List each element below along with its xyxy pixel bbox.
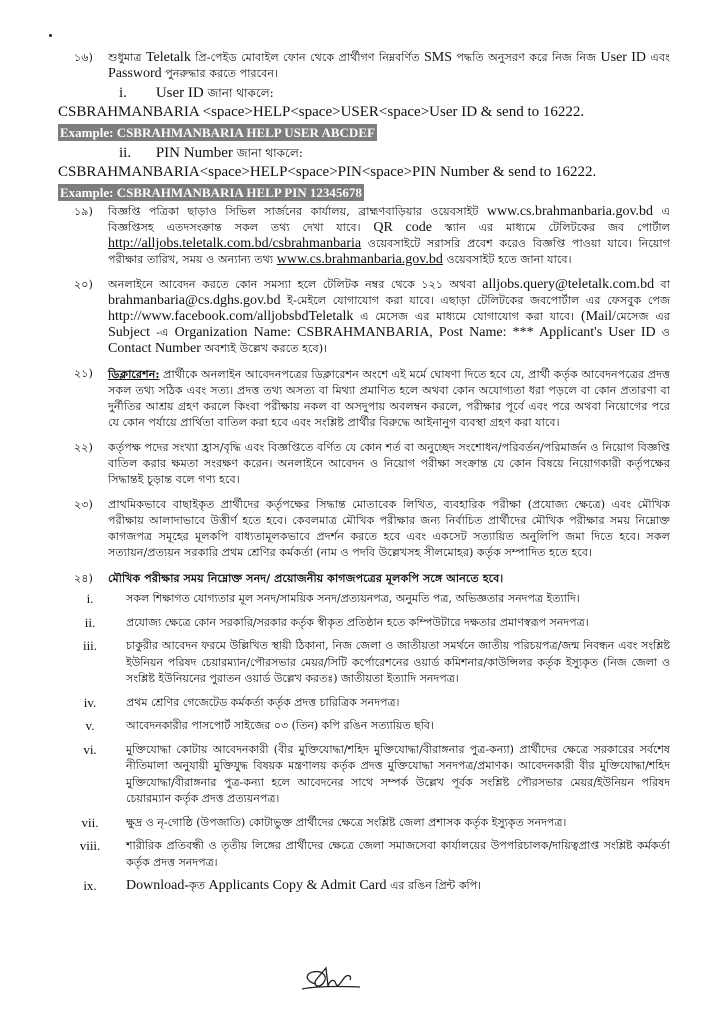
sms-command-user-id: CSBRAHMANBARIA <space>HELP<space>USER<space>User ID & send to 16222. <box>58 104 585 120</box>
list-item: iv. প্রথম শ্রেণির গেজেটেড কর্মকর্তা কর্তৃক প্রদত্ত চারিত্রিক সনদপত্র। <box>83 694 400 710</box>
item-number: ২০) <box>74 278 93 291</box>
item-16: ১৬) শুধুমাত্র Teletalk প্রি-পেইড মোবাইল ফোন থেকে প্রার্থীগণ নিম্নবর্ণিত SMS পদ্ধতি অনুসরণ করে নিজ নিজ User ID এবং Password পুনরুদ্ধার করতে পারবেন। <box>74 50 670 81</box>
item-21: ২১) ডিক্লারেশন: প্রার্থীকে অনলাইন আবেদনপত্রের ডিক্লারেশন অংশে এই মর্মে ঘোষণা দিতে হবে যে, প্রার্থী কর্তৃক আবেদনপত্রের প্রদত্ত সকল তথ্য সঠিক এবং সত্য। প্রদত্ত তথ্য অসত্য বা মিথ্যা প্রমাণিত হলে অথবা কোন অযোগ্যতা ধরা পড়লে বা কোন প্রতারণা বা দুর্নীতির আশ্রয় গ্রহণ করলে কিংবা পরীক্ষায় নকল বা অসদুপায় অবলম্বন করলে, পরীক্ষার পূর্বে এবং পরে অথবা নিয়োগের পরে যে কোন পর্যায়ে প্রার্থিতা বাতিল করা হবে এবং সংশ্লিষ্ট প্রার্থীর বিরুদ্ধে আইনানুগ ব্যবস্থা গ্রহণ করা যাবে। <box>74 367 671 429</box>
facebook-link[interactable]: http://www.facebook.com/alljobsbdTeletalk <box>108 309 354 324</box>
item-number: ২৩) <box>74 498 93 511</box>
list-item: viii. শারীরিক প্রতিবন্ধী ও তৃতীয় লিঙ্গের প্রার্থীদের ক্ষেত্রে জেলা সমাজসেবা কার্যালয়ের উপপরিচালক/দায়িত্বপ্রাপ্ত সংশ্লিষ্ট কর্মকর্তা কর্তৃক প্রদত্ত সনদপত্র। <box>79 838 670 869</box>
list-item: vii. ক্ষুদ্র ও নৃ-গোষ্ঠি (উপজাতি) কোটাভুক্ত প্রার্থীদের ক্ষেত্রে সংশ্লিষ্ট জেলা প্রশাসক কর্তৃক ইস্যুকৃত সনদপত্র। <box>81 814 567 830</box>
list-item: ii. প্রযোজ্য ক্ষেত্রে কোন সরকারি/সরকার কর্তৃক স্বীকৃত প্রতিষ্ঠান হতে কম্পিউটারে দক্ষতার প্রমাণস্বরূপ সনদপত্র। <box>84 614 589 630</box>
sms-command-pin: CSBRAHMANBARIA<space>HELP<space>PIN<space>PIN Number & send to 16222. <box>58 164 597 180</box>
document-page <box>58 50 670 902</box>
example-user-id: Example: CSBRAHMANBARIA HELP USER ABCDEF <box>60 125 375 140</box>
list-item: iii. চাকুরীর আবেদন ফরমে উল্লিখিত স্থায়ী ঠিকানা, নিজ জেলা ও জাতীয়তা সমর্থনে জাতীয় পরিচয়পত্র/জন্ম নিবন্ধন এবং সংশ্লিষ্ট ইউনিয়ন পরিষদ চেয়ারম্যান/পৌরসভার মেয়র/সিটি কর্পোরেশনের ওয়ার্ড কমিশনার/কাউন্সিলর কর্তৃক ইস্যুকৃত (নিজ জেলা ও সংশ্লিষ্ট ইউনিয়নের পুরাতন ওয়ার্ড উল্লেখ করতঃ) জাতীয়তা ইত্যাদি সনদপত্র। <box>82 638 670 685</box>
website-link[interactable]: www.cs.brahmanbaria.gov.bd <box>276 252 443 267</box>
example-pin: Example: CSBRAHMANBARIA HELP PIN 12345678 <box>60 185 362 200</box>
item-23: ২৩) প্রাথমিকভাবে বাছাইকৃত প্রার্থীদের কর্তৃপক্ষের সিদ্ধান্ত মোতাবেক লিখিত, ব্যবহারিক পরীক্ষা (প্রযোজ্য ক্ষেত্রে) এবং মৌখিক পরীক্ষায় আলাদাভাবে উত্তীর্ণ হতে হবে। কেবলমাত্র মৌখিক পরীক্ষার জন্য নির্বাচিত প্রার্থীদের মৌখিক পরীক্ষার সময় নিম্নোক্ত কাগজপত্র সমূহের মূলকপি বাধ্যতামূলকভাবে প্রদর্শন করতে হবে এবং একসেট সত্যায়িত অনুলিপি জমা দিতে হবে। সকল সত্যায়ন/প্রত্যয়ন সরকারি প্রথম শ্রেণির কর্মকর্তা (নাম ও পদবি উল্লেখসহ সীলমোহর) কর্তৃক সম্পাদিত হতে হবে। <box>74 498 670 559</box>
website-link[interactable]: www.cs.brahmanbaria.gov.bd <box>486 204 654 219</box>
item-24-heading: ২৪) মৌখিক পরীক্ষার সময় নিম্নোক্ত সনদ/ প্রয়োজনীয় কাগজপত্রের মূলকপি সঙ্গে আনতে হবে। <box>74 571 504 585</box>
document-list <box>58 591 670 895</box>
item-number: ২২) <box>74 441 93 454</box>
list-item: i. সকল শিক্ষাগত যোগ্যতার মূল সনদ/সাময়িক সনদ/প্রত্যয়নপত্র, অনুমতি পত্র, অভিজ্ঞতার সনদপত্র ইত্যাদি। <box>86 591 580 606</box>
job-portal-link[interactable]: http://alljobs.teletalk.com.bd/csbrahmanbaria <box>108 236 362 251</box>
item-20: ২০) অনলাইনে আবেদন করতে কোন সমস্যা হলে টেলিটক নম্বর থেকে ১২১ অথবা alljobs.query@teletalk.com.bd বা brahmanbaria@cs.dghs.gov.bd ই-মেইলে যোগাযোগ করা যাবে। এছাড়া টেলিটকের জবপোর্টাল এর ফেসবুক পেজ http://www.facebook.com/alljobsbdTeletalk এ মেসেজ এর মাধ্যমে যোগাযোগ করা যাবে। (Mail/মেসেজ এর Subject -এ Organization Name: CSBRAHMANBARIA, Post Name: *** Applicant's User ID ও Contact Number অবশ্যই উল্লেখ করতে হবে)। <box>74 277 671 356</box>
email-link[interactable]: brahmanbaria@cs.dghs.gov.bd <box>108 293 281 308</box>
list-item: vi. মুক্তিযোদ্ধা কোটায় আবেদনকারী (বীর মুক্তিযোদ্ধা/শহিদ মুক্তিযোদ্ধা/বীরাঙ্গনার পুত্র-কন্যা) প্রার্থীদের ক্ষেত্রে সরকারের সর্বশেষ নীতিমালা অনুযায়ী মুক্তিযুদ্ধ বিষয়ক মন্ত্রণালয় কর্তৃক প্রদত্ত মুক্তিযোদ্ধা সনদপত্র/প্রমাণক। আবেদনকারী বীর মুক্তিযোদ্ধা/শহিদ মুক্তিযোদ্ধা/বীরাঙ্গনার পুত্র-কন্যা হলে আবেদনের সাথে সম্পর্ক উল্লেখ পূর্বক সংশ্লিষ্ট পৌরসভার মেয়র/ইউনিয়ন পরিষদ চেয়ারম্যান কর্তৃক প্রদত্ত প্রত্যয়নপত্র। <box>83 741 670 805</box>
item-number: ২৪) <box>74 572 93 585</box>
item-22: ২২) কর্তৃপক্ষ পদের সংখ্যা হ্রাস/বৃদ্ধি এবং বিজ্ঞপ্তিতে বর্ণিত যে কোন শর্ত বা অনুচ্ছেদ সংশোধন/পরিবর্তন/পরিমার্জন ও নিয়োগ বিজ্ঞপ্তি বাতিল করার ক্ষমতা সংরক্ষণ করেন। অনলাইনে আবেদন ও নিয়োগ পরীক্ষা সংক্রান্ত যে কোন বিষয়ে নিয়োগকারী কর্তৃপক্ষের সিদ্ধান্তই চূড়ান্ত বলে গণ্য হবে। <box>74 441 670 486</box>
email-link[interactable]: alljobs.query@teletalk.com.bd <box>482 277 655 292</box>
list-item: ix. Download-কৃত Applicants Copy & Admit Card এর রঙিন প্রিন্ট কপি। <box>83 878 482 893</box>
item-number: ১৬) <box>74 51 93 64</box>
scan-speck <box>49 34 52 37</box>
sub-item-user-id: i. User ID জানা থাকলে: <box>119 85 274 101</box>
declaration-label: ডিক্লারেশন: <box>108 367 160 381</box>
item-number: ১৯) <box>74 205 93 218</box>
sub-item-pin: ii. PIN Number জানা থাকলে: <box>119 145 303 161</box>
list-item: v. আবেদনকারীর পাসপোর্ট সাইজের ০৩ (তিন) কপি রঙিন সত্যায়িত ছবি। <box>85 718 434 733</box>
signature <box>298 962 362 1000</box>
item-19: ১৯) বিজ্ঞপ্তি পত্রিকা ছাড়াও সিভিল সার্জনের কার্যালয়, ব্রাহ্মণবাড়িয়ার ওয়েবসাইট www.cs.brahmanbaria.gov.bd এ বিজ্ঞপ্তিসহ এতদসংক্রান্ত সকল তথ্য দেখা যাবে। QR code স্ক্যান এর মাধ্যমে টেলিটকের জব পোর্টাল http://alljobs.teletalk.com.bd/csbrahmanbaria ওয়েবসাইটে সরাসরি প্রবেশ করেও বিজ্ঞপ্তি পাওয়া যাবে। নিয়োগ পরীক্ষার তারিখ, সময় ও অন্যান্য তথ্য www.cs.brahmanbaria.gov.bd ওয়েবসাইট হতে জানা যাবে। <box>74 204 670 267</box>
item-number: ২১) <box>74 367 93 380</box>
